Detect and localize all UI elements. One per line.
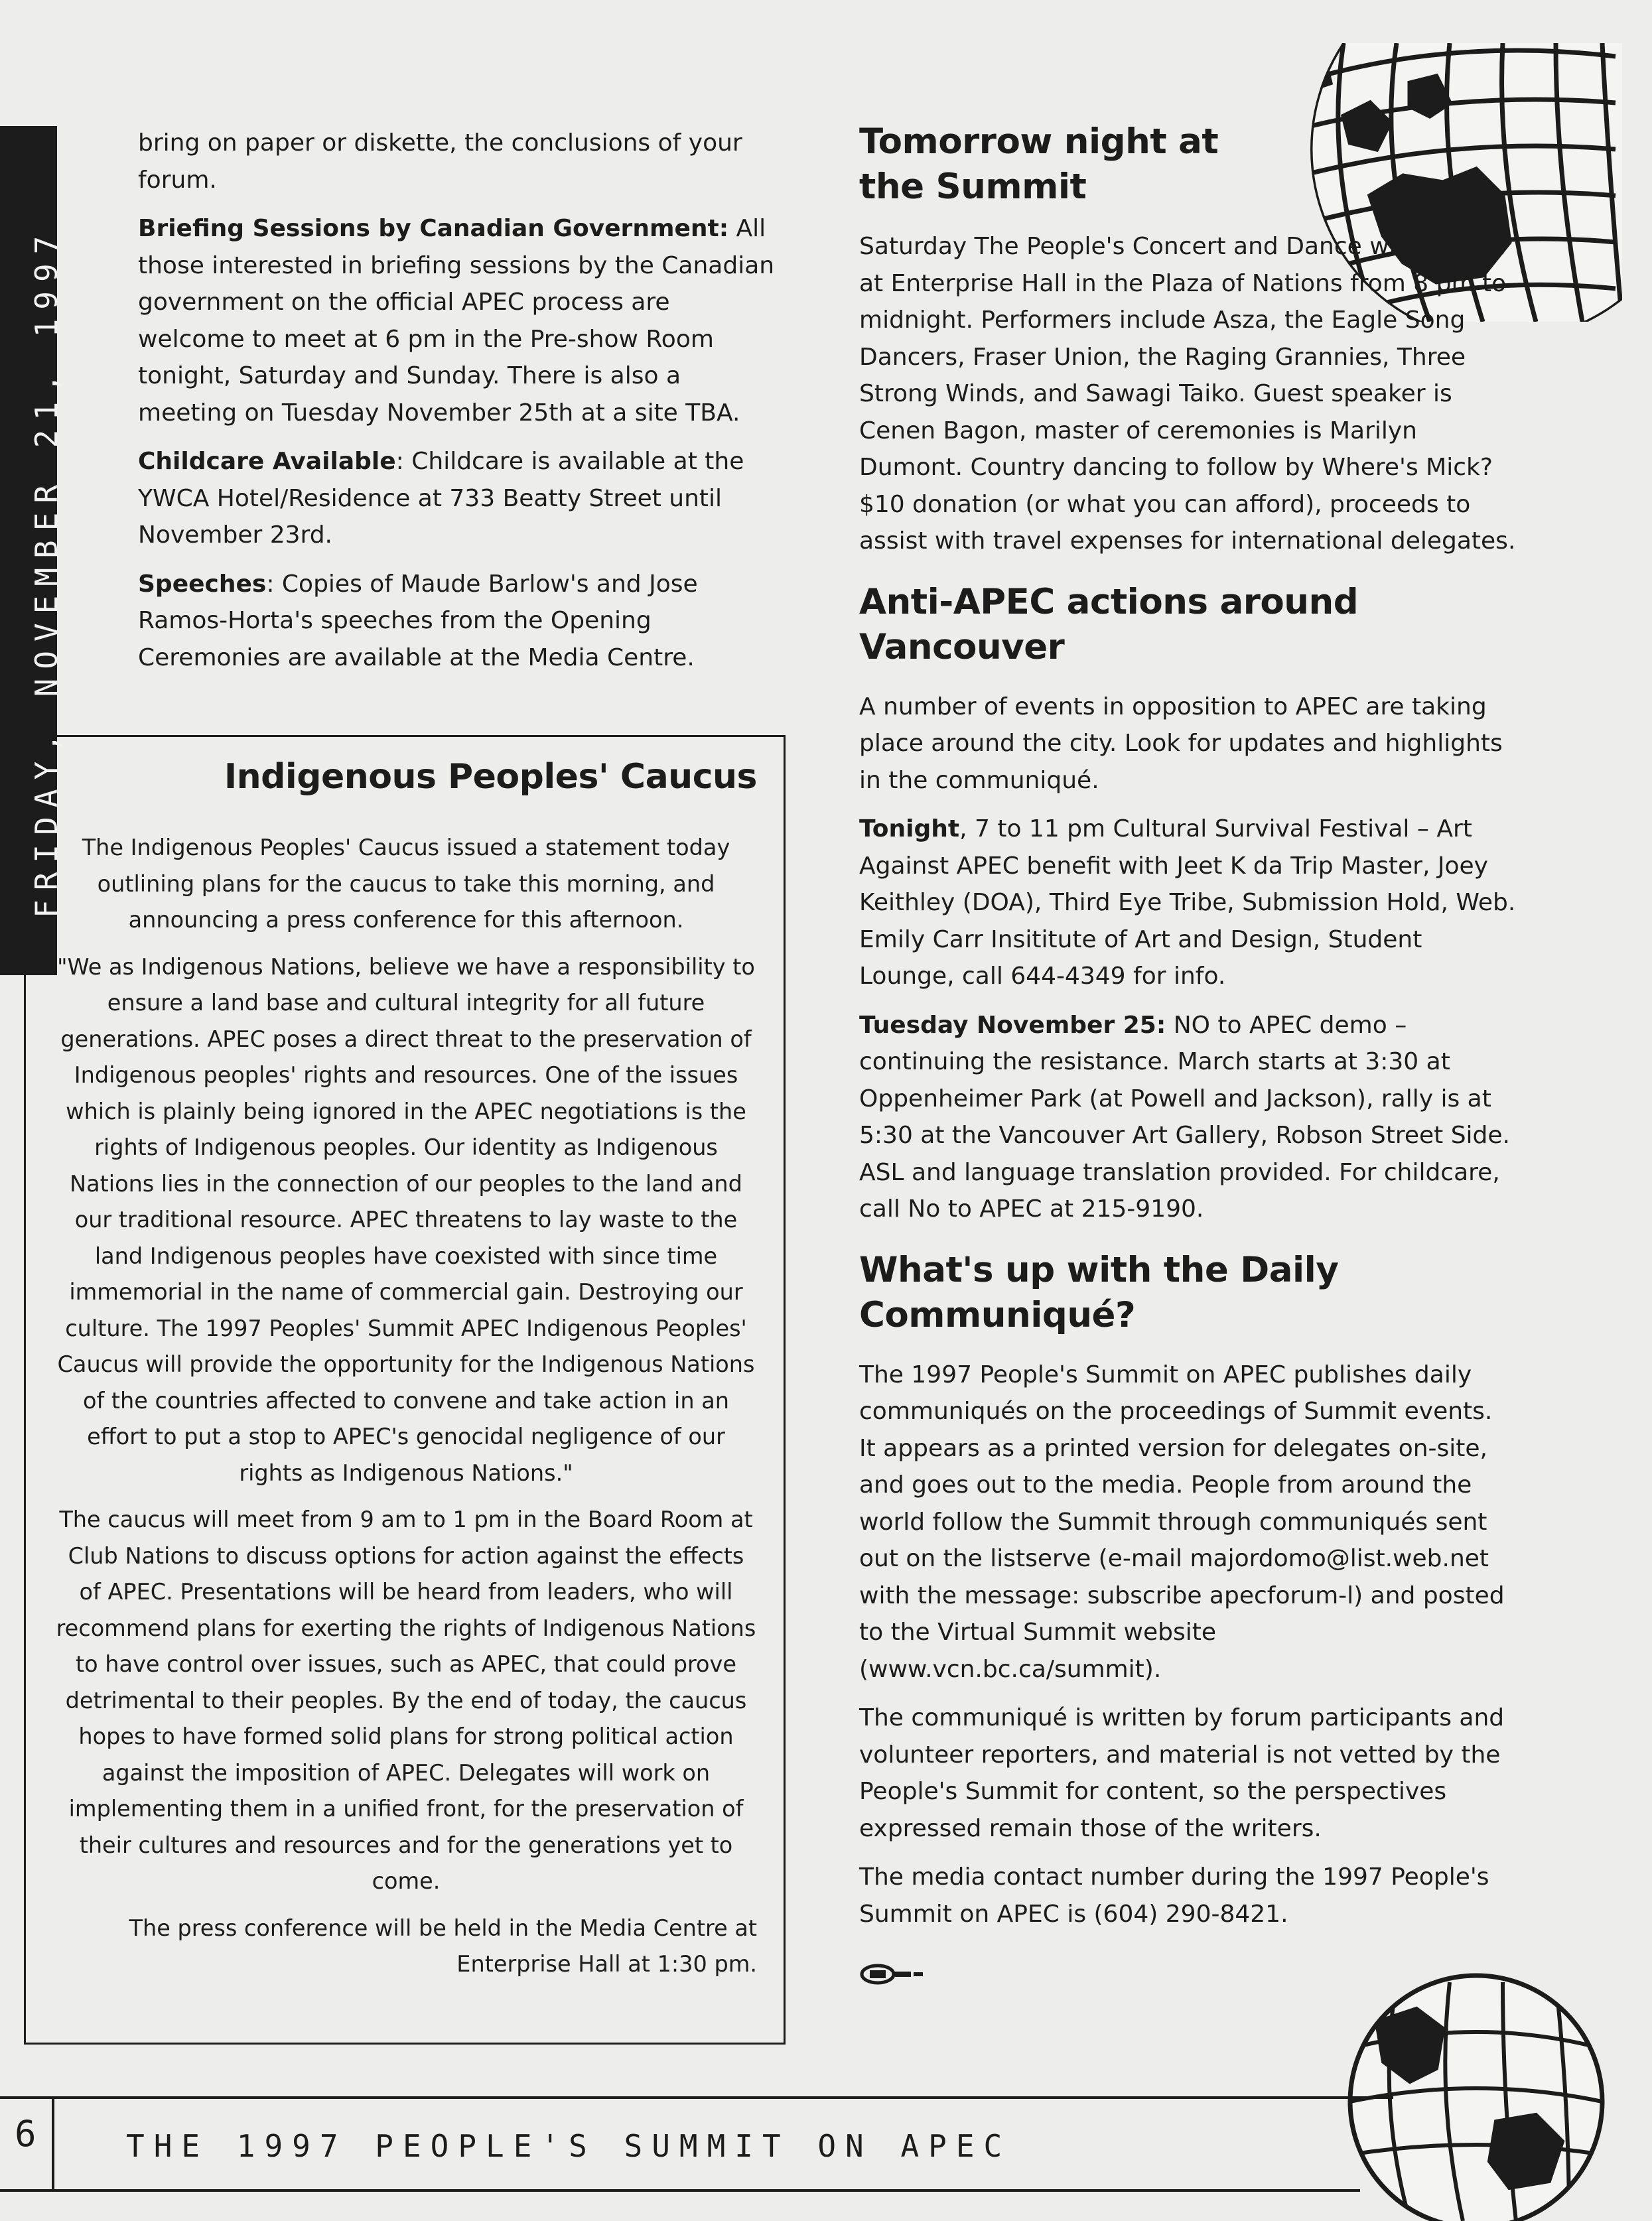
section-summit-tomorrow (859, 119, 1516, 560)
section-communique (859, 1248, 1516, 1933)
event-tuesday (859, 1007, 1516, 1228)
caucus-quote: "We as Indigenous Nations, believe we have a responsibility to ensure a land base and cultural integrity for all future generations. APEC poses a direct threat to the preservation of Indigenous peoples' rights and resources. One of the issues which is plainly being ignored in the APEC negotiations is the rights of Indigenous peoples. Our identity as Indigenous Nations lies in the connection of our peoples to the land and our traditional resource. APEC threatens to lay waste to the land Indigenous peoples have coexisted with since time immemorial in the name of commercial gain. Destroying our culture. The 1997 Peoples' Summit APEC Indigenous Peoples' Caucus will provide the opportunity for the Indigenous Nations of the countries affected to convene and take action in an effort to put a stop to APEC's genocidal negligence of our rights as Indigenous Nations." (57, 953, 755, 1486)
section-body: The communiqué is written by forum participants and volunteer reporters, and material is not vetted by the People's Summit for content, so the perspectives expressed remain those of the writers. (859, 1704, 1505, 1842)
left-column (138, 125, 778, 688)
childcare-item (138, 443, 778, 554)
caucus-body (55, 830, 757, 1993)
section-body: The 1997 People's Summit on APEC publishes daily communiqués on the proceedings of Summit events. It appears as a printed version for delegates on-site, and goes out to the media. People from around the world follow the Summit through communiqués sent out on the listserve (e-mail majordomo@list.web.net with the message: subscribe apecforum-l) and posted to the Virtual Summit website (www.vcn.bc.ca/summit). (859, 1361, 1505, 1683)
event-text: NO to APEC demo – continuing the resistance. March starts at 3:30 at Oppenheimer Park (at Powell and Jackson), rally is at 5:30 at the Vancouver Art Gallery, Robson Street Side. ASL and language translation provided. For childcare, call No to APEC at 215-9190. (859, 1011, 1510, 1223)
section-intro: A number of events in opposition to APEC are taking place around the city. Look for updates and highlights in the communiqué. (859, 693, 1503, 794)
caucus-paragraph: The caucus will meet from 9 am to 1 pm in the Board Room at Club Nations to discuss options for action against the effects of APEC. Presentations will be heard from leaders, who will recommend plans for exerting the rights of Indigenous Nations to have control over issues, such as APEC, that could prove detrimental to their peoples. By the end of today, the caucus hopes to have formed solid plans for strong political action against the imposition of APEC. Delegates will work on implementing them in a unified front, for the preservation of their cultures and resources and for the generations yet to come. (56, 1507, 756, 1894)
event-label: Tonight (859, 815, 960, 842)
caucus-article-box (24, 735, 786, 2045)
page-number: 6 (15, 2113, 36, 2155)
globe-illustration-bottom (1337, 1969, 1606, 2221)
event-text: , 7 to 11 pm Cultural Survival Festival – Art Against APEC benefit with Jeet K da Trip Master, Joey Keithley (DOA), Third Eye Tribe, Submission Hold, Web. Emily Carr Insititute of Art and Design, Student Lounge, call 644-4349 for info. (859, 815, 1516, 990)
caucus-title: Indigenous Peoples' Caucus (224, 757, 757, 797)
right-column (859, 119, 1516, 1952)
section-title: What's up with the Daily Communiqué? (859, 1249, 1339, 1335)
section-body: Saturday The People's Concert and Dance will be held at Enterprise Hall in the Plaza of Nations from 8 pm to midnight. Performers include Asza, the Eagle Song Dancers, Fraser Union, the Raging Grannies, Three Strong Winds, and Sawagi Taiko. Guest speaker is Cenen Bagon, master of ceremonies is Marilyn Dumont. Country dancing to follow by Where's Mick? $10 donation (or what you can afford), proceeds to assist with travel expenses for international delegates. (859, 233, 1516, 555)
issue-date: FRIDAY, NOVEMBER 21, 1997 (29, 226, 64, 918)
speeches-text: : Copies of Maude Barlow's and Jose Ramos-Horta's speeches from the Opening Ceremonies are available at the Media Centre. (138, 570, 698, 671)
briefing-text: All those interested in briefing sessions by the Canadian government on the official APEC process are welcome to meet at 6 pm in the Pre-show Room tonight, Saturday and Sunday. There is also a meeting on Tuesday November 25th at a site TBA. (138, 215, 775, 427)
speeches-label: Speeches (138, 570, 267, 598)
footer-rule (0, 2189, 1360, 2192)
event-label: Tuesday November 25: (859, 1011, 1166, 1039)
end-mark-icon (858, 1962, 931, 1986)
section-anti-apec (859, 580, 1516, 1228)
briefing-item (138, 210, 778, 431)
event-tonight (859, 811, 1516, 995)
section-title: Tomorrow night at the Summit (859, 121, 1219, 207)
section-title: Anti-APEC actions around Vancouver (859, 581, 1359, 667)
section-body: The media contact number during the 1997 People's Summit on APEC is (604) 290-8421. (859, 1863, 1489, 1928)
footer-rule (0, 2096, 1393, 2099)
intro-text: bring on paper or diskette, the conclusions of your forum. (138, 129, 742, 194)
childcare-label: Childcare Available (138, 448, 396, 475)
footer-title: THE 1997 PEOPLE'S SUMMIT ON APEC (126, 2128, 1012, 2164)
caucus-paragraph: The Indigenous Peoples' Caucus issued a statement today outlining plans for the caucus to take this morning, and announcing a press conference for this afternoon. (82, 835, 730, 933)
childcare-text: : Childcare is available at the YWCA Hotel/Residence at 733 Beatty Street until November 23rd. (138, 448, 744, 549)
caucus-paragraph: The press conference will be held in the Media Centre at Enterprise Hall at 1:30 pm. (129, 1915, 757, 1977)
briefing-label: Briefing Sessions by Canadian Government: (138, 215, 729, 242)
speeches-item (138, 566, 778, 677)
